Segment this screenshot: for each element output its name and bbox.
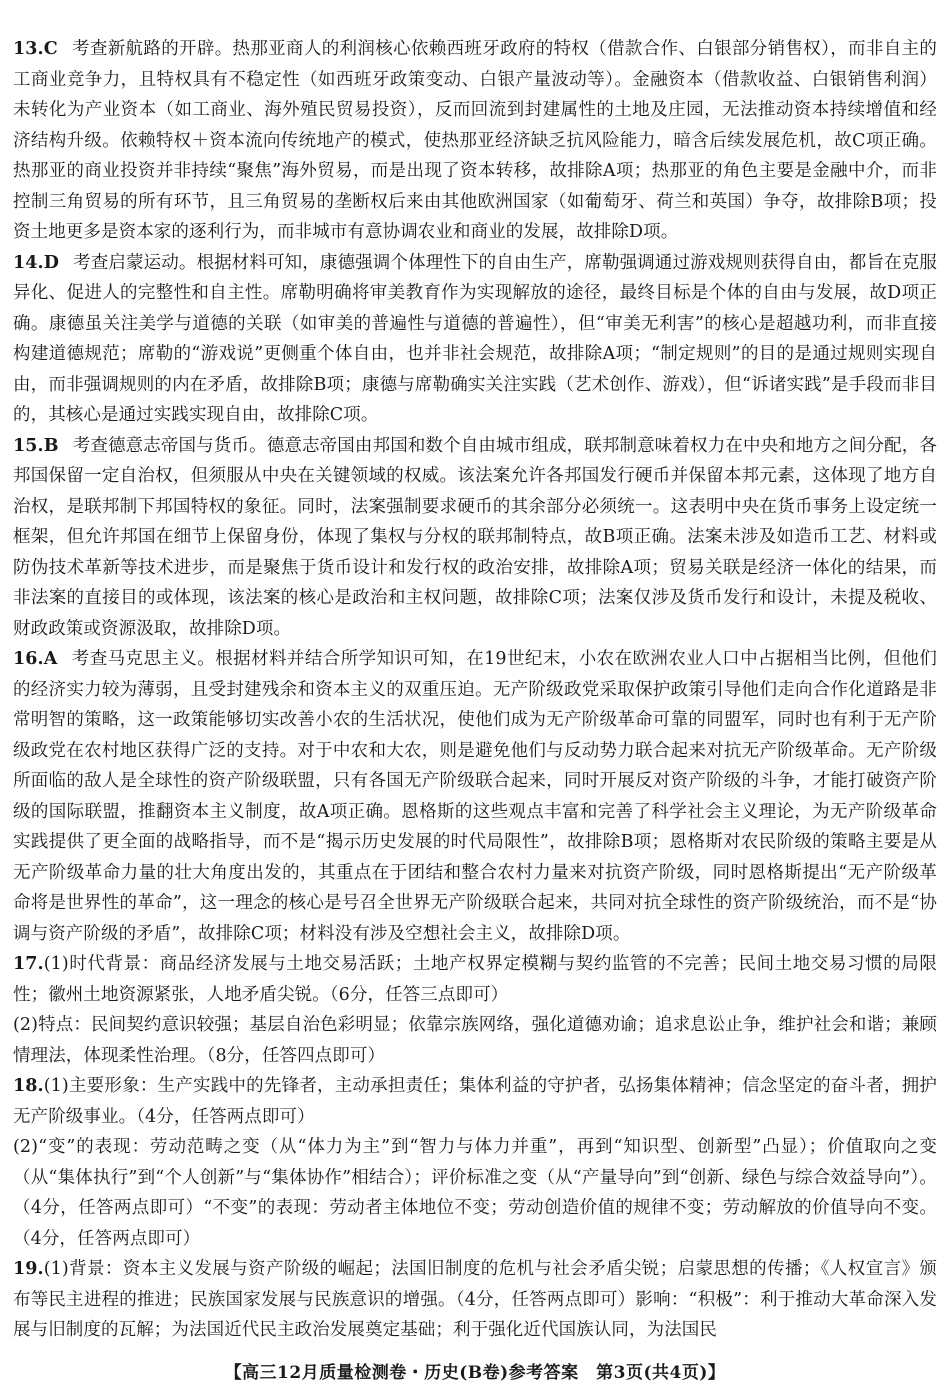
explanation-text: 考查马克思主义。根据材料并结合所学知识可知，在19世纪末，小农在欧洲农业人口中占据相当比例，但他们的经济实力较为薄弱，且受封建残余和资本主义的双重压迫。无产阶级政党采取保护政策引导他们走向合作化道路是非常明智的策略，这一政策能够切实改善小农的生活状况，使他们成为无产阶级革命可靠的同盟军，同时也有利于无产阶级政党在农村地区获得广泛的支持。对于中农和大农，则是避免他们与反动势力联合起来对抗无产阶级革命。无产阶级所面临的敌人是全球性的资产阶级联盟，只有各国无产阶级联合起来，同时开展反对资产阶级的斗争，才能打破资产阶级的国际联盟，推翻资本主义制度，故A项正确。恩格斯的这些观点丰富和完善了科学社会主义理论，为无产阶级革命实践提供了更全面的战略指导，而不是“揭示历史发展的时代局限性”，故排除B项；恩格斯对农民阶级的策略主要是从无产阶级革命力量的壮大角度出发的，其重点在于团结和整合农村力量来对抗资产阶级，同时恩格斯提出“无产阶级革命将是世界性的革命”，这一理念的核心是号召全世界无产阶级联合起来，共同对抗全球性的资产阶级统治，而不是“协调与资产阶级的矛盾”，故排除C项；材料没有涉及空想社会主义，故排除D项。	[13, 649, 937, 944]
answer-letter: A	[43, 649, 58, 669]
answer-item-19	[13, 1254, 937, 1346]
answer-item-17	[13, 949, 937, 1071]
question-number: 15.	[13, 435, 44, 456]
question-number: 17.	[13, 954, 44, 974]
answer-content	[13, 34, 937, 1346]
answer-part-1: (1)背景：资本主义发展与资产阶级的崛起；法国旧制度的危机与社会矛盾尖锐；启蒙思想的传播；《人权宣言》颁布等民主进程的推进；民族国家发展与民族意识的增强。（4分，任答两点即可）影响：“积极”：利于推动大革命深入发展与旧制度的瓦解；为法国近代民主政治发展奠定基础；利于强化近代国族认同，为法国民	[13, 1259, 937, 1340]
answer-part-2: (2)特点：民间契约意识较强；基层自治色彩明显；依靠宗族网络，强化道德劝谕；追求息讼止争，维护社会和谐；兼顾情理法，体现柔性治理。（8分，任答四点即可）	[13, 1015, 937, 1066]
answer-letter: D	[43, 252, 60, 273]
answer-item-15	[13, 431, 937, 645]
question-number: 13.	[13, 39, 44, 59]
question-number: 19.	[13, 1259, 44, 1279]
answer-item-16	[13, 644, 937, 949]
answer-part-1: (1)时代背景：商品经济发展与土地交易活跃；土地产权界定模糊与契约监管的不完善；民间土地交易习惯的局限性；徽州土地资源紧张，人地矛盾尖锐。（6分，任答三点即可）	[13, 954, 937, 1005]
answer-item-18	[13, 1071, 937, 1254]
question-number: 16.	[13, 649, 44, 669]
explanation-text: 考查德意志帝国与货币。德意志帝国由邦国和数个自由城市组成，联邦制意味着权力在中央和地方之间分配，各邦国保留一定自治权，但须服从中央在关键领域的权威。该法案允许各邦国发行硬币并保留本邦元素，这体现了地方自治权，是联邦制下邦国特权的象征。同时，法案强制要求硬币的其余部分必须统一。这表明中央在货币事务上设定统一框架，但允许邦国在细节上保留身份，体现了集权与分权的联邦制特点，故B项正确。法案未涉及如造币工艺、材料或防伪技术革新等技术进步，而是聚焦于货币设计和发行权的政治安排，故排除A项；贸易关联是经济一体化的结果，而非法案的直接目的或体现，该法案的核心是政治和主权问题，故排除C项；法案仅涉及货币发行和设计，未提及税收、财政政策或资源汲取，故排除D项。	[13, 435, 937, 639]
question-number: 14.	[13, 252, 44, 273]
question-number: 18.	[13, 1076, 44, 1096]
answer-part-1: (1)主要形象：生产实践中的先锋者，主动承担责任；集体利益的守护者，弘扬集体精神；信念坚定的奋斗者，拥护无产阶级事业。（4分，任答两点即可）	[13, 1076, 937, 1127]
answer-letter: B	[43, 435, 59, 456]
answer-letter: C	[43, 39, 58, 59]
explanation-text: 考查启蒙运动。根据材料可知，康德强调个体理性下的自由生产，席勒强调通过游戏规则获得自由，都旨在克服异化、促进人的完整性和自主性。席勒明确将审美教育作为实现解放的途径，最终目标是个体的自由与发展，故D项正确。康德虽关注美学与道德的关联（如审美的普遍性与道德的普遍性），但“审美无利害”的核心是超越功利，而非直接构建道德规范；席勒的“游戏说”更侧重个体自由，也并非社会规范，故排除A项；“制定规则”的目的是通过规则实现自由，而非强调规则的内在矛盾，故排除B项；康德与席勒确实关注实践（艺术创作、游戏），但“诉诸实践”是手段而非目的，其核心是通过实践实现自由，故排除C项。	[13, 252, 937, 425]
answer-part-2: (2)“变”的表现：劳动范畴之变（从“体力为主”到“智力与体力并重”，再到“知识型、创新型”凸显）；价值取向之变（从“集体执行”到“个人创新”与“集体协作”相结合）；评价标准之变（从“产量导向”到“创新、绿色与综合效益导向”）。（4分，任答两点即可）“不变”的表现：劳动者主体地位不变；劳动创造价值的规律不变；劳动解放的价值导向不变。（4分，任答两点即可）	[13, 1137, 937, 1249]
answer-item-13	[13, 34, 937, 248]
page-footer: 【高三12月质量检测卷・历史(B卷)参考答案 第3页(共4页)】	[224, 1363, 726, 1383]
answer-item-14	[13, 248, 937, 431]
explanation-text: 考查新航路的开辟。热那亚商人的利润核心依赖西班牙政府的特权（借款合作、白银部分销售权），而非自主的工商业竞争力，且特权具有不稳定性（如西班牙政策变动、白银产量波动等）。金融资本（借款收益、白银销售利润）未转化为产业资本（如工商业、海外殖民贸易投资），反而回流到封建属性的土地及庄园，无法推动资本持续增值和经济结构升级。依赖特权＋资本流向传统地产的模式，使热那亚经济缺乏抗风险能力，暗含后续发展危机，故C项正确。热那亚的商业投资并非持续“聚焦”海外贸易，而是出现了资本转移，故排除A项；热那亚的角色主要是金融中介，而非控制三角贸易的所有环节，且三角贸易的垄断权后来由其他欧洲国家（如葡萄牙、荷兰和英国）争夺，故排除B项；投资土地更多是资本家的逐利行为，而非城市有意协调农业和商业的发展，故排除D项。	[13, 39, 937, 242]
